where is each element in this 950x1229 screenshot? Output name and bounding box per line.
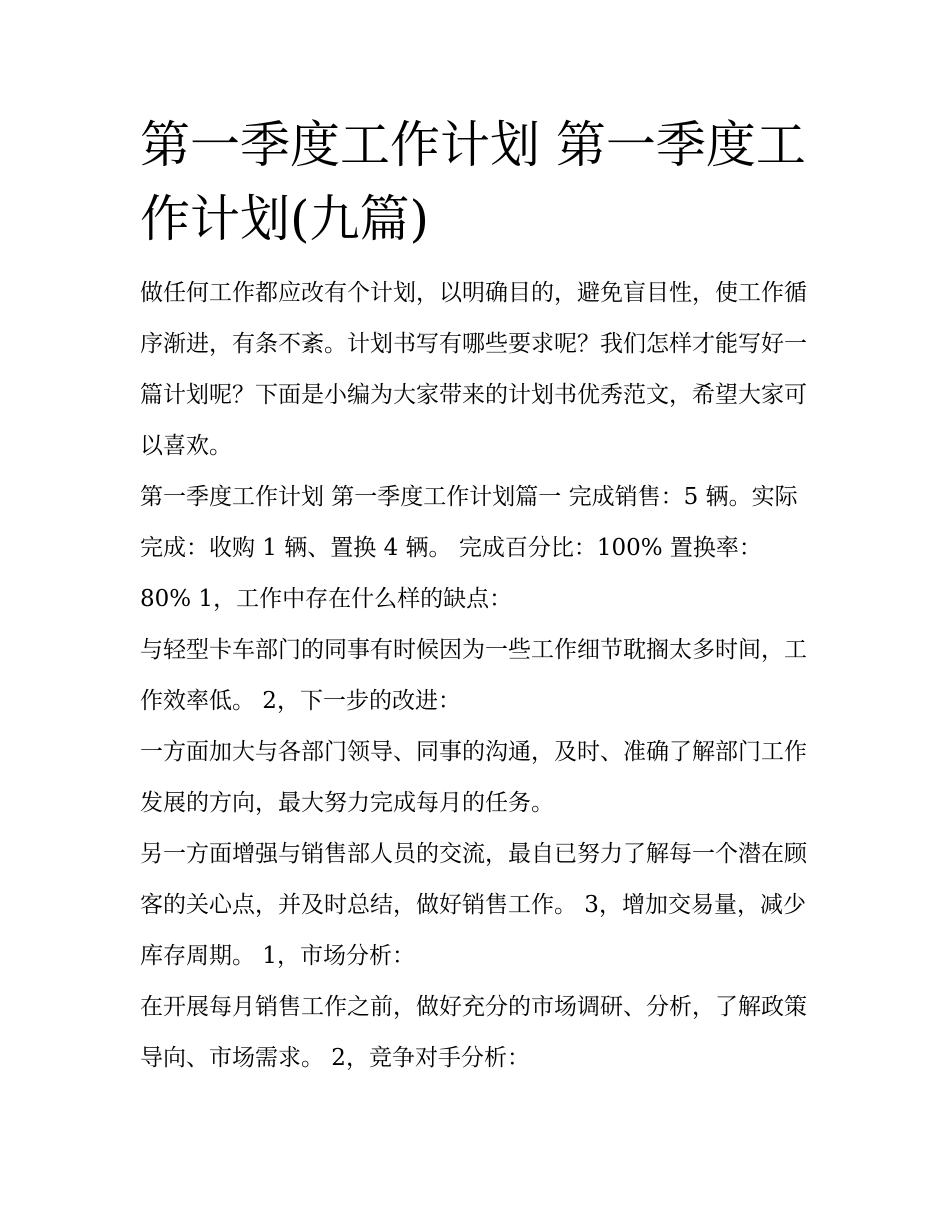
document-title: 第一季度工作计划 第一季度工作计划(九篇) [140,116,806,248]
document-body [140,268,812,1084]
document-page [140,108,812,1084]
paragraph-shortcomings: 与轻型卡车部门的同事有时候因为一些工作细节耽搁太多时间，工作效率低。 2，下一步的改进： [140,637,807,714]
paragraph-market-analysis: 在开展每月销售工作之前，做好充分的市场调研、分析，了解政策导向、市场需求。 2，竞争对手分析： [140,994,807,1071]
paragraph-sales-summary: 第一季度工作计划 第一季度工作计划篇一 完成销售：5 辆。实际完成：收购 1 辆、置换 4 辆。 完成百分比：100% 置换率：80% 1，工作中存在什么样的缺点： [140,484,798,612]
paragraph-improvement-2: 另一方面增强与销售部人员的交流，最自已努力了解每一个潜在顾客的关心点，并及时总结，做好销售工作。 3，增加交易量，减少库存周期。 1，市场分析： [140,841,807,969]
paragraph-improvement-1: 一方面加大与各部门领导、同事的沟通，及时、准确了解部门工作发展的方向，最大努力完成每月的任务。 [140,739,807,816]
paragraph-intro: 做任何工作都应改有个计划，以明确目的，避免盲目性，使工作循序渐进，有条不紊。计划书写有哪些要求呢？我们怎样才能写好一篇计划呢？下面是小编为大家带来的计划书优秀范文，希望大家可以喜欢。 [140,280,807,459]
